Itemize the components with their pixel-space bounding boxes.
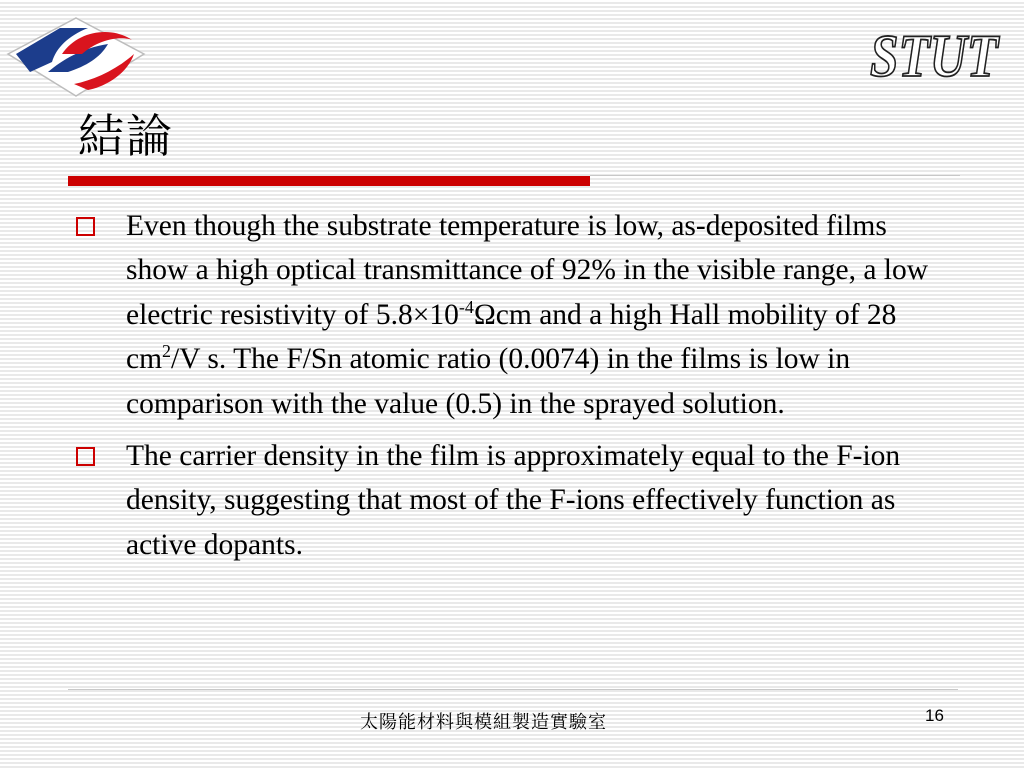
footer-lab-name: 太陽能材料與模組製造實驗室 [360, 712, 607, 733]
bullet-text: Even though the substrate temperature is low, as-deposited films show a high optical transmittance of 92% in the visible range, a low electric resistivity of $5.8\times 10^{-4}\Omega cm$ and a high Hall mobility of 28 $cm^2/V$ s. The F/Sn atomic ratio (0.0074) in the films is low in comparison with the value (0.5) in the sprayed solution. [126, 210, 929, 420]
stut-logo [866, 20, 1002, 90]
square-bullet-icon [76, 217, 95, 236]
bullet-text: The carrier density in the film is approximately equal to the F-ion density, suggesting that most of the F-ions effectively function as active dopants. [126, 440, 901, 561]
bullet-item [76, 434, 956, 567]
slide-title: 結論 [78, 109, 174, 163]
title-underline-bar [68, 176, 590, 186]
footer-divider [68, 689, 958, 690]
page-number: 16 [925, 706, 944, 725]
title-underline-line [590, 175, 960, 176]
bullet-item [76, 204, 956, 426]
university-logo [4, 14, 148, 100]
svg-text:STUT: STUT [870, 23, 1001, 89]
square-bullet-icon [76, 447, 95, 466]
bullet-list [76, 204, 956, 575]
